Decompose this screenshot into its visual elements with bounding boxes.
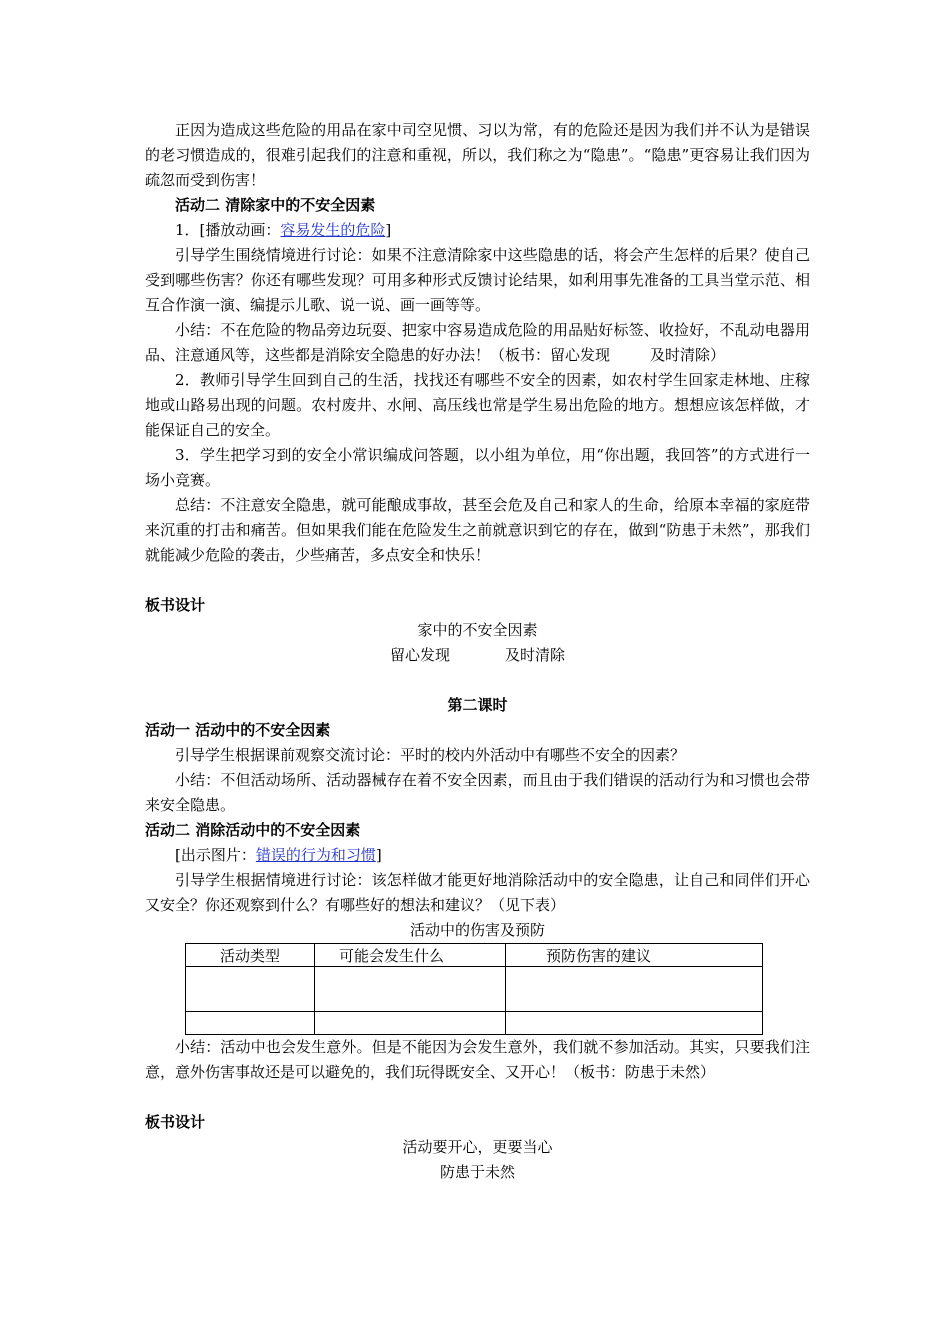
item2-paragraph: 2．教师引导学生回到自己的生活，找找还有哪些不安全的因素，如农村学生回家走林地、庄稼地或山路易出现的问题。农村废井、水闸、高压线也常是学生易出危险的地方。想想应该怎样做，才能保证自己的安全。 — [145, 371, 810, 439]
table-header-cell: 活动类型 — [186, 944, 315, 967]
table-row — [186, 1012, 763, 1035]
picture-link[interactable]: 错误的行为和习惯 — [255, 846, 376, 864]
item1-suffix: ] — [385, 221, 392, 239]
table-cell — [315, 1012, 506, 1035]
lesson2-title: 第二课时 — [447, 696, 508, 714]
lesson2-activity2-heading: 活动二 消除活动中的不安全因素 — [145, 821, 361, 839]
lesson2-summary: 小结：活动中也会发生意外。但是不能因为会发生意外，我们就不参加活动。其实，只要我们注意，意外伤害事故还是可以避免的，我们玩得既安全、又开心！（板书：防患于未然） — [145, 1038, 810, 1081]
summary-end: 及时清除） — [650, 346, 726, 364]
table-row — [186, 967, 763, 1012]
lesson2-activity1-heading: 活动一 活动中的不安全因素 — [145, 721, 331, 739]
item3-paragraph: 3．学生把学习到的安全小常识编成问答题，以小组为单位，用“你出题，我回答”的方式进行一场小竞赛。 — [145, 446, 810, 489]
table-header-cell: 预防伤害的建议 — [506, 944, 763, 967]
conclusion-paragraph: 总结：不注意安全隐患，就可能酿成事故，甚至会危及自己和家人的生命，给原本幸福的家庭带来沉重的打击和痛苦。但如果我们能在危险发生之前就意识到它的存在，做到“防患于未然”，那我们就能减少危险的袭击，少些痛苦，多点安全和快乐！ — [145, 496, 810, 564]
animation-link[interactable]: 容易发生的危险 — [280, 221, 386, 239]
show-prefix: [出示图片： — [175, 846, 256, 864]
lesson2-activity1-summary: 小结：不但活动场所、活动器械存在着不安全因素，而且由于我们错误的活动行为和习惯也会带来安全隐患。 — [145, 771, 810, 814]
table-header-cell: 可能会发生什么 — [315, 944, 506, 967]
board-design-heading-2: 板书设计 — [145, 1113, 206, 1131]
summary-text: 小结：不在危险的物品旁边玩耍、把家中容易造成危险的用品贴好标签、收捡好，不乱动电器用品、注意通风等，这些都是消除安全隐患的好办法！（板书：留心发现 — [145, 321, 810, 364]
summary-paragraph — [145, 318, 810, 368]
table-header-row — [186, 944, 763, 967]
discuss-paragraph: 引导学生围绕情境进行讨论：如果不注意清除家中这些隐患的话，将会产生怎样的后果？使自己受到哪些伤害？你还有哪些发现？可用多种形式反馈讨论结果，如利用事先准备的工具当堂示范、相互合作演一演、编提示儿歌、说一说、画一画等等。 — [145, 246, 810, 314]
intro-paragraph: 正因为造成这些危险的用品在家中司空见惯、习以为常，有的危险还是因为我们并不认为是错误的老习惯造成的，很难引起我们的注意和重视，所以，我们称之为“隐患”。“隐患”更容易让我们因为疏忽而受到伤害！ — [145, 121, 810, 189]
show-picture-line — [145, 843, 810, 868]
table-cell — [506, 1012, 763, 1035]
document-page — [145, 118, 810, 1185]
table-cell — [186, 1012, 315, 1035]
table-cell — [506, 967, 763, 1012]
board2-line-2: 防患于未然 — [439, 1163, 515, 1181]
board2-line-1: 活动要开心，更要当心 — [402, 1138, 553, 1156]
board-line-2 — [145, 643, 810, 668]
table-cell — [186, 967, 315, 1012]
board-line-1: 家中的不安全因素 — [417, 621, 538, 639]
activity2-heading: 活动二 清除家中的不安全因素 — [175, 196, 376, 214]
item1-prefix: 1．[播放动画： — [175, 221, 281, 239]
lesson2-discuss-paragraph: 引导学生根据情境进行讨论：该怎样做才能更好地消除活动中的安全隐患，让自己和同伴们开心又安全？你还观察到什么？有哪些好的想法和建议？（见下表） — [145, 871, 810, 914]
harm-prevention-table — [185, 943, 763, 1035]
board-line-2b: 及时清除 — [505, 646, 566, 664]
table-cell — [315, 967, 506, 1012]
item1-line — [145, 218, 810, 243]
lesson2-activity1-paragraph: 引导学生根据课前观察交流讨论：平时的校内外活动中有哪些不安全的因素？ — [175, 746, 686, 764]
board-design-heading: 板书设计 — [145, 596, 206, 614]
show-suffix: ] — [375, 846, 382, 864]
board-line-2a: 留心发现 — [389, 646, 450, 664]
table-title: 活动中的伤害及预防 — [409, 921, 545, 939]
